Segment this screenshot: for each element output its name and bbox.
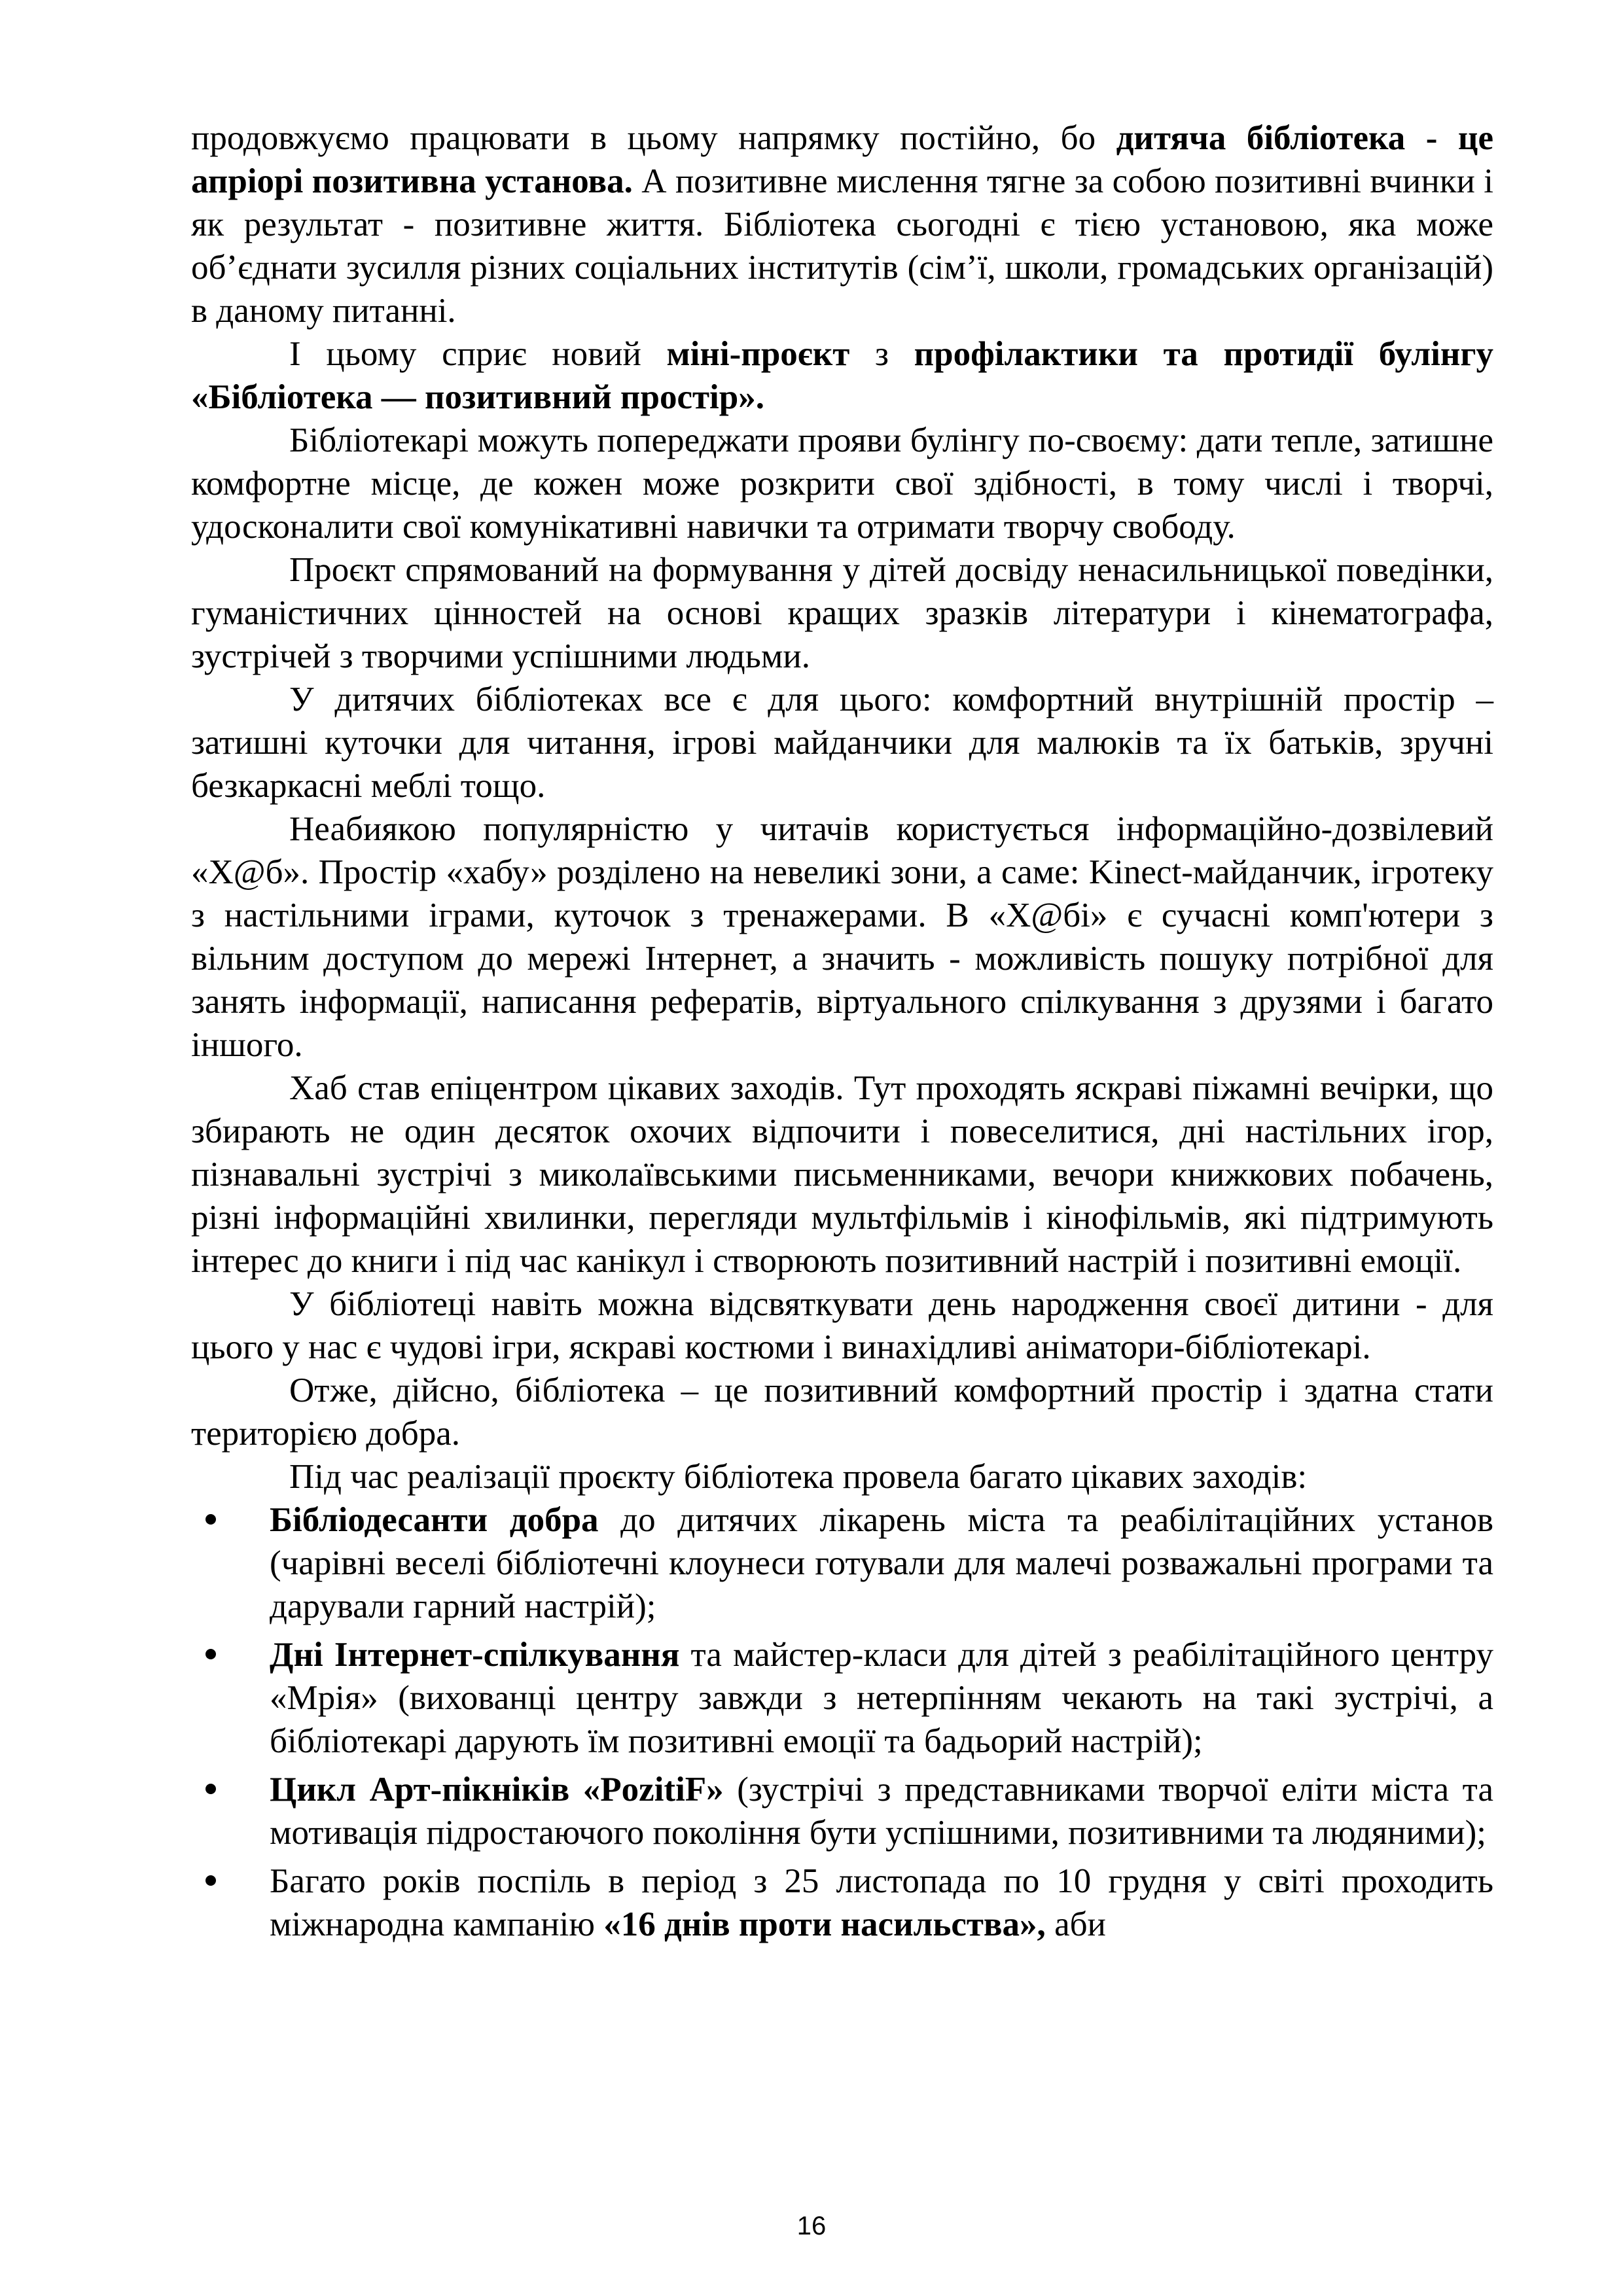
paragraph-1: продовжуємо працювати в цьому напрямку постійно, бо дитяча бібліотека - це апріорі позитивна установа. А позитивне мислення тягне за собою позитивні вчинки і як результат - позитивне життя. Бібліотека сьогодні є тією установою, яка може об’єднати зусилля різних соціальних інститутів (сім’ї, школи, громадських організацій) в даному питанні. [191,119,1493,330]
bullet-icon [205,1875,216,1886]
paragraph-8: У бібліотеці навіть можна відсвяткувати день народження своєї дитини - для цього у нас є чудові ігри, яскраві костюми і винахідливі аніматори-бібліотекарі. [191,1285,1493,1366]
paragraph-10: Під час реалізації проєкту бібліотека провела багато цікавих заходів: [289,1458,1308,1496]
paragraph-5: У дитячих бібліотеках все є для цього: комфортний внутрішній простір – затишні куточки для читання, ігрові майданчики для малюків та їх батьків, зручні безкаркасні меблі тощо. [191,680,1493,805]
paragraph-3: Бібліотекарі можуть попереджати прояви булінгу по-своєму: дати тепле, затишне комфортне місце, де кожен може розкрити свої здібності, в тому числі і творчі, удосконалити свої комунікативні навички та отримати творчу свободу. [191,421,1493,546]
paragraph-9: Отже, дійсно, бібліотека – це позитивний комфортний простір і здатна стати територією добра. [191,1371,1493,1453]
bullet-icon [205,1784,216,1794]
paragraph-7: Хаб став епіцентром цікавих заходів. Тут проходять яскраві піжамні вечірки, що збирають не один десяток охочих відпочити і повеселитися, дні настільних ігор, пізнавальні зустрічі з миколаївськими письменниками, вечори книжкових побачень, різні інформаційні хвилинки, перегляди мультфільмів і кінофільмів, які підтримують інтерес до книги і під час канікул і створюють позитивний настрій і позитивні емоції. [191,1069,1493,1280]
document-page [191,116,1493,1951]
paragraph-4: Проєкт спрямований на формування у дітей досвіду ненасильницької поведінки, гуманістичних цінностей на основі кращих зразків літератури і кінематографа, зустрічей з творчими успішними людьми. [191,551,1493,675]
bullet-icon [205,1514,216,1525]
list-item: Бібліодесанти добра до дитячих лікарень міста та реабілітаційних установ (чарівні веселі бібліотечні клоунеси готували для малечі розважальні програми та дарували гарний настрій); [191,1498,1493,1628]
list-item: Багато років поспіль в період з 25 листопада по 10 грудня у світі проходить міжнародна кампанію «16 днів проти насильства», аби [191,1860,1493,1946]
paragraph-6: Неабиякою популярністю у читачів користується інформаційно-дозвілевий «Х@б». Простір «хабу» розділено на невеликі зони, а саме: Kinect-майданчик, ігротеку з настільними іграми, куточок з тренажерами. В «Х@бі» є сучасні комп'ютери з вільним доступом до мережі Інтернет, а значить - можливість пошуку потрібної для занять інформації, написання рефератів, віртуального спілкування з друзями і багато іншого. [191,810,1493,1064]
bullet-icon [205,1649,216,1659]
events-list [191,1498,1493,1946]
list-item: Цикл Арт-пікніків «PozitiF» (зустрічі з представниками творчої еліти міста та мотивація підростаючого покоління бути успішними, позитивними та людяними); [191,1768,1493,1854]
paragraph-2: І цьому сприє новий міні-проєкт з профілактики та протидії булінгу «Бібліотека — позитивний простір». [191,335,1493,416]
page-number: 16 [796,2212,827,2240]
list-item: Дні Інтернет-спілкування та майстер-класи для дітей з реабілітаційного центру «Мрія» (вихованці центру завжди з нетерпінням чекають на такі зустрічі, а бібліотекарі дарують їм позитивні емоції та бадьорий настрій); [191,1633,1493,1763]
